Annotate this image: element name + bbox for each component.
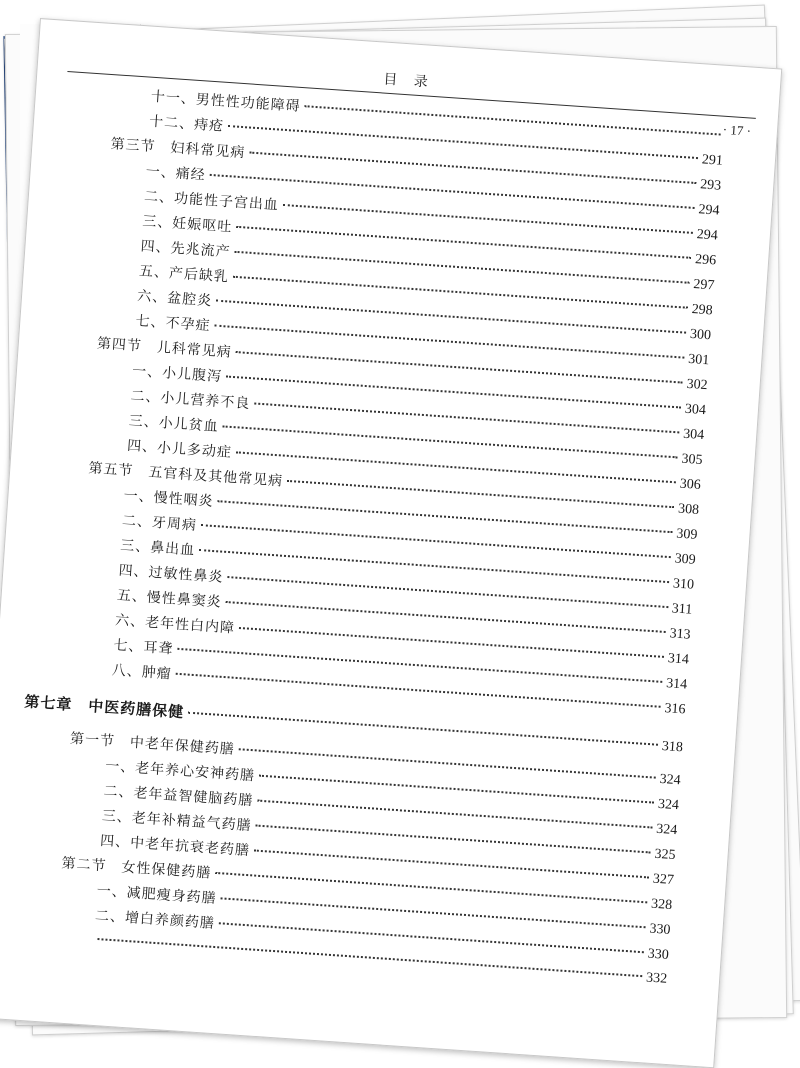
toc-entry-page: 309	[674, 551, 697, 568]
toc-entry-page: 328	[650, 896, 673, 914]
toc-entry-page: 313	[669, 626, 692, 643]
toc-entry-label: 第五节 五官科及其他常见病	[87, 460, 284, 490]
toc-entry-page: 293	[699, 177, 722, 194]
toc-entry-label: 十二、痔疮	[148, 113, 225, 135]
toc-entry-page: 302	[686, 376, 709, 394]
toc-entry-label: 二、功能性子宫出血	[143, 188, 280, 214]
toc-entry-page: 325	[654, 846, 677, 864]
toc-entry-page: 297	[692, 277, 715, 294]
toc-entry-label: 第一节 中老年保健药膳	[69, 730, 236, 758]
toc-entry-label: 第二节 女性保健药膳	[61, 855, 212, 882]
toc-entry-label: 三、老年补精益气药膳	[101, 808, 253, 835]
toc-entry-label: 六、老年性白内障	[114, 612, 236, 637]
toc-entry-page: 314	[667, 651, 690, 668]
toc-entry-page: 298	[691, 302, 714, 319]
toc-entry-page: 324	[657, 796, 680, 814]
toc-entry-label: 四、小儿多动症	[126, 437, 233, 462]
toc-entry-page: 300	[689, 326, 712, 344]
toc-entry-label: 四、中老年抗衰老药膳	[99, 833, 251, 860]
toc-entry-label: 一、老年养心安神药膳	[104, 758, 256, 785]
toc-entry-label: 三、小儿贫血	[128, 412, 220, 436]
toc-entry-label: 四、先兆流产	[140, 238, 232, 261]
toc-entry-page: 324	[655, 821, 678, 839]
toc-entry-label: 二、小儿营养不良	[129, 388, 251, 413]
toc-entry-label: 二、增白养颜药膳	[94, 907, 216, 932]
toc-entry-label: 二、牙周病	[121, 512, 198, 534]
toc-entry-page: 304	[682, 426, 705, 444]
toc-entry-page: 301	[687, 351, 710, 369]
toc-entry-page: 294	[696, 227, 719, 244]
toc-entry-label: 第三节 妇科常见病	[110, 136, 246, 162]
toc-entry-page: 309	[675, 526, 698, 543]
toc-entry-label: 八、肿瘤	[111, 662, 173, 683]
toc-entry-page: 306	[679, 476, 702, 494]
toc-entry-label: 六、盆腔炎	[136, 288, 213, 310]
toc-entry-label: 三、鼻出血	[119, 537, 196, 559]
toc-entry-page: 332	[645, 970, 668, 987]
toc-entry-page: 291	[701, 152, 724, 169]
toc-entry-label: 一、痛经	[145, 163, 207, 184]
toc-entry-page: 294	[697, 202, 720, 219]
toc-entry-page: 305	[680, 451, 703, 469]
toc-entry-page: 318	[661, 739, 684, 756]
page-number: · 17 ·	[722, 121, 752, 139]
toc-entry-label: 一、慢性咽炎	[123, 487, 215, 510]
toc-entry-page: 327	[652, 871, 675, 889]
toc-entry-label: 七、耳聋	[112, 637, 174, 658]
toc-entry-label: 七、不孕症	[135, 313, 211, 335]
toc-entry-page: 308	[677, 501, 700, 518]
toc-entry-page: 314	[665, 676, 688, 693]
toc-entry-label: 四、过敏性鼻炎	[118, 562, 224, 586]
toc-entry-label: 五、慢性鼻窦炎	[116, 587, 223, 611]
toc-entry-label: 二、老年益智健脑药膳	[103, 783, 254, 810]
toc-entry-page: 330	[648, 921, 671, 938]
toc-entry-page: 324	[659, 771, 682, 789]
toc-entry-page: 296	[694, 252, 717, 269]
toc-entry-page: 304	[684, 401, 707, 419]
toc-entry-page: 310	[672, 576, 695, 593]
toc-entry-page: 330	[647, 946, 670, 963]
toc-entry-page: 316	[663, 701, 686, 718]
toc-entry-label: 第四节 儿科常见病	[96, 335, 233, 361]
toc-entry-label: 十一、男性性功能障碍	[150, 88, 302, 115]
toc-entry-label: 五、产后缺乳	[138, 263, 230, 286]
toc-entry-label: 一、减肥瘦身药膳	[96, 882, 218, 908]
toc-entry-label: 第七章 中医药膳保健	[23, 692, 185, 722]
toc-page	[0, 18, 782, 1068]
toc-entry-label: 一、小儿腹泻	[131, 363, 223, 386]
page-header-title: 目 录	[382, 71, 435, 91]
toc-entry-page: 311	[671, 601, 693, 618]
toc-entry-label: 三、妊娠呕吐	[141, 213, 233, 236]
